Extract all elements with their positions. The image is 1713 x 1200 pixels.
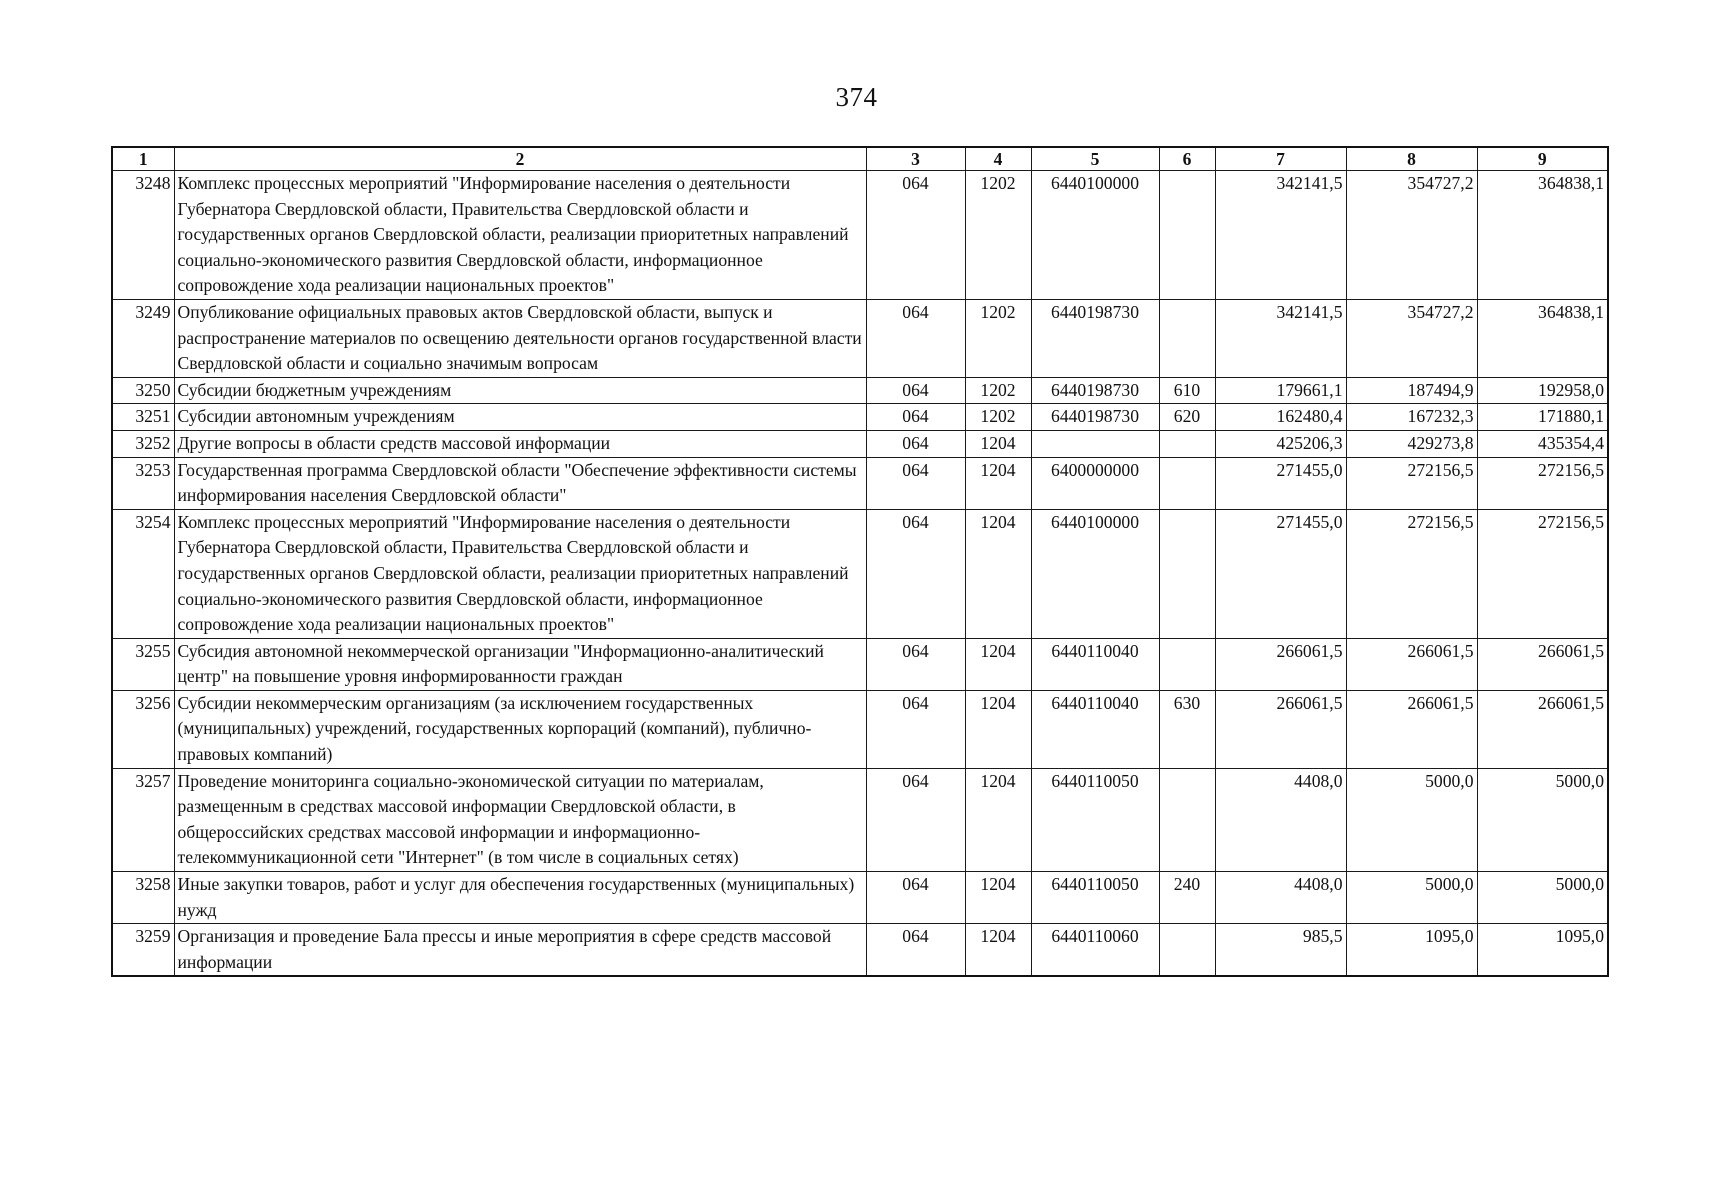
row-description: Другие вопросы в области средств массовой информации: [174, 430, 866, 457]
amount-col7: 271455,0: [1215, 509, 1346, 638]
amount-col8: 266061,5: [1346, 690, 1477, 768]
row-number: 3251: [112, 404, 174, 431]
expense-type-code: [1159, 509, 1215, 638]
section-code: 1204: [965, 638, 1031, 690]
ministry-code: 064: [866, 430, 965, 457]
column-header: 6: [1159, 147, 1215, 171]
expense-type-code: [1159, 299, 1215, 377]
amount-col9: 192958,0: [1477, 377, 1608, 404]
expense-type-code: [1159, 171, 1215, 300]
expense-type-code: [1159, 638, 1215, 690]
amount-col8: 5000,0: [1346, 872, 1477, 924]
ministry-code: 064: [866, 690, 965, 768]
amount-col7: 4408,0: [1215, 872, 1346, 924]
table-row: [112, 638, 1608, 690]
amount-col8: 429273,8: [1346, 430, 1477, 457]
expense-type-code: 630: [1159, 690, 1215, 768]
amount-col7: 425206,3: [1215, 430, 1346, 457]
amount-col8: 266061,5: [1346, 638, 1477, 690]
amount-col7: 162480,4: [1215, 404, 1346, 431]
column-header: 5: [1031, 147, 1159, 171]
section-code: 1202: [965, 377, 1031, 404]
row-description: Субсидия автономной некоммерческой организации "Информационно-аналитический центр" на повышение уровня информированности граждан: [174, 638, 866, 690]
row-description: Комплекс процессных мероприятий "Информирование населения о деятельности Губернатора Свердловской области, Правительства Свердловской области и государственных органов Свердловской области, реализации приоритетных направлений социально-экономического развития Свердловской области, информационное сопровождение хода реализации национальных проектов": [174, 171, 866, 300]
ministry-code: 064: [866, 768, 965, 871]
column-header: 7: [1215, 147, 1346, 171]
row-description: Субсидии автономным учреждениям: [174, 404, 866, 431]
row-number: 3253: [112, 457, 174, 509]
table-row: [112, 509, 1608, 638]
amount-col9: 266061,5: [1477, 690, 1608, 768]
ministry-code: 064: [866, 299, 965, 377]
row-number: 3257: [112, 768, 174, 871]
amount-col7: 179661,1: [1215, 377, 1346, 404]
amount-col9: 5000,0: [1477, 768, 1608, 871]
page-number: 374: [835, 82, 878, 112]
target-article-code: 6440100000: [1031, 171, 1159, 300]
amount-col7: 4408,0: [1215, 768, 1346, 871]
ministry-code: 064: [866, 377, 965, 404]
ministry-code: 064: [866, 872, 965, 924]
amount-col7: 271455,0: [1215, 457, 1346, 509]
expense-type-code: 620: [1159, 404, 1215, 431]
table-row: [112, 457, 1608, 509]
column-header: 3: [866, 147, 965, 171]
amount-col8: 187494,9: [1346, 377, 1477, 404]
section-code: 1204: [965, 768, 1031, 871]
amount-col7: 266061,5: [1215, 638, 1346, 690]
row-description: Опубликование официальных правовых актов Свердловской области, выпуск и распространение материалов по освещению деятельности органов государственной власти Свердловской области и социально значимым вопросам: [174, 299, 866, 377]
amount-col7: 985,5: [1215, 924, 1346, 977]
amount-col8: 5000,0: [1346, 768, 1477, 871]
target-article-code: 6440100000: [1031, 509, 1159, 638]
row-number: 3250: [112, 377, 174, 404]
section-code: 1204: [965, 690, 1031, 768]
row-number: 3249: [112, 299, 174, 377]
section-code: 1204: [965, 509, 1031, 638]
amount-col8: 1095,0: [1346, 924, 1477, 977]
expense-type-code: 240: [1159, 872, 1215, 924]
amount-col8: 272156,5: [1346, 509, 1477, 638]
target-article-code: [1031, 430, 1159, 457]
section-code: 1204: [965, 457, 1031, 509]
amount-col9: 272156,5: [1477, 509, 1608, 638]
target-article-code: 6440110060: [1031, 924, 1159, 977]
amount-col9: 5000,0: [1477, 872, 1608, 924]
amount-col9: 435354,4: [1477, 430, 1608, 457]
column-header: 9: [1477, 147, 1608, 171]
row-description: Проведение мониторинга социально-экономической ситуации по материалам, размещенным в средствах массовой информации Свердловской области, в общероссийских средствах массовой информации и информационно-телекоммуникационной сети "Интернет" (в том числе в социальных сетях): [174, 768, 866, 871]
target-article-code: 6440110040: [1031, 638, 1159, 690]
ministry-code: 064: [866, 509, 965, 638]
row-number: 3255: [112, 638, 174, 690]
amount-col7: 342141,5: [1215, 299, 1346, 377]
row-number: 3258: [112, 872, 174, 924]
target-article-code: 6440198730: [1031, 299, 1159, 377]
row-number: 3259: [112, 924, 174, 977]
ministry-code: 064: [866, 924, 965, 977]
target-article-code: 6440110050: [1031, 768, 1159, 871]
expense-type-code: [1159, 430, 1215, 457]
column-header: 1: [112, 147, 174, 171]
expense-type-code: [1159, 924, 1215, 977]
table-row: [112, 299, 1608, 377]
ministry-code: 064: [866, 638, 965, 690]
column-header: 2: [174, 147, 866, 171]
amount-col9: 1095,0: [1477, 924, 1608, 977]
target-article-code: 6440198730: [1031, 377, 1159, 404]
amount-col9: 171880,1: [1477, 404, 1608, 431]
table-row: [112, 377, 1608, 404]
section-code: 1202: [965, 299, 1031, 377]
column-header: 8: [1346, 147, 1477, 171]
amount-col7: 266061,5: [1215, 690, 1346, 768]
target-article-code: 6400000000: [1031, 457, 1159, 509]
section-code: 1204: [965, 430, 1031, 457]
expense-type-code: [1159, 768, 1215, 871]
section-code: 1204: [965, 924, 1031, 977]
amount-col8: 272156,5: [1346, 457, 1477, 509]
row-number: 3248: [112, 171, 174, 300]
table-header-row: [112, 147, 1608, 171]
section-code: 1204: [965, 872, 1031, 924]
table-row: [112, 404, 1608, 431]
amount-col9: 266061,5: [1477, 638, 1608, 690]
section-code: 1202: [965, 404, 1031, 431]
row-number: 3254: [112, 509, 174, 638]
amount-col9: 364838,1: [1477, 299, 1608, 377]
row-description: Организация и проведение Бала прессы и иные мероприятия в сфере средств массовой информации: [174, 924, 866, 977]
amount-col9: 272156,5: [1477, 457, 1608, 509]
target-article-code: 6440110050: [1031, 872, 1159, 924]
expense-type-code: 610: [1159, 377, 1215, 404]
row-description: Субсидии бюджетным учреждениям: [174, 377, 866, 404]
row-description: Комплекс процессных мероприятий "Информирование населения о деятельности Губернатора Свердловской области, Правительства Свердловской области и государственных органов Свердловской области, реализации приоритетных направлений социально-экономического развития Свердловской области, информационное сопровождение хода реализации национальных проектов": [174, 509, 866, 638]
table-row: [112, 768, 1608, 871]
amount-col8: 354727,2: [1346, 299, 1477, 377]
table-row: [112, 690, 1608, 768]
row-number: 3252: [112, 430, 174, 457]
ministry-code: 064: [866, 457, 965, 509]
row-description: Иные закупки товаров, работ и услуг для обеспечения государственных (муниципальных) нужд: [174, 872, 866, 924]
target-article-code: 6440198730: [1031, 404, 1159, 431]
section-code: 1202: [965, 171, 1031, 300]
table-row: [112, 171, 1608, 300]
row-description: Государственная программа Свердловской области "Обеспечение эффективности системы информирования населения Свердловской области": [174, 457, 866, 509]
table-row: [112, 872, 1608, 924]
column-header: 4: [965, 147, 1031, 171]
target-article-code: 6440110040: [1031, 690, 1159, 768]
row-description: Субсидии некоммерческим организациям (за исключением государственных (муниципальных) учреждений, государственных корпораций (компаний), публично-правовых компаний): [174, 690, 866, 768]
table-row: [112, 924, 1608, 977]
ministry-code: 064: [866, 171, 965, 300]
amount-col7: 342141,5: [1215, 171, 1346, 300]
expense-type-code: [1159, 457, 1215, 509]
ministry-code: 064: [866, 404, 965, 431]
amount-col8: 167232,3: [1346, 404, 1477, 431]
row-number: 3256: [112, 690, 174, 768]
table-row: [112, 430, 1608, 457]
amount-col9: 364838,1: [1477, 171, 1608, 300]
amount-col8: 354727,2: [1346, 171, 1477, 300]
budget-table: [111, 146, 1609, 977]
